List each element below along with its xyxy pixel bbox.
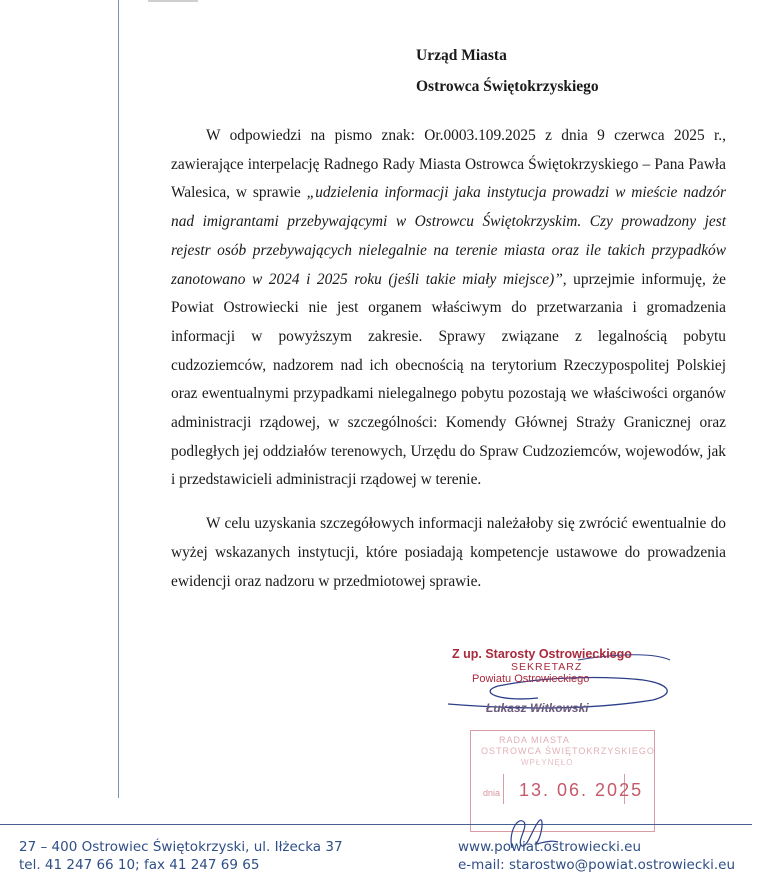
receipt-stamp-received: WPŁYNĘŁO	[521, 758, 574, 767]
footer-contact	[19, 838, 343, 874]
interpellation-quote: „udzielenia informacji jaka instytucja prowadzi w mieście nadzór nad imigrantami przebywającymi w Ostrowcu Świętokrzyskim. Czy prowadzony jest rejestr osób przebywających nielegalnie na terenie miasta oraz ile takich przypadków zanotowano w 2024 i 2025 roku (jeśli takie miały miejsce)”	[171, 184, 727, 288]
receipt-stamp-header: RADA MIASTA	[499, 735, 570, 745]
footer-rule	[0, 824, 752, 825]
paragraph-1-intro: W odpowiedzi na pismo znak: Or.0003.109.2025 z dnia 9 czerwca 2025 r., zawierające interpelację Radnego Rady Miasta Ostrowca Świętokrzyskiego – Pana Pawła Walesica, w sprawie	[171, 127, 726, 202]
footer-phone: tel. 41 247 66 10; fax 41 247 69 65	[19, 857, 260, 873]
paragraph-1-response: , uprzejmie informuję, że Powiat Ostrowiecki nie jest organem właściwym do przetwarzania i gromadzenia informacji w powyższym zakresie. Sprawy związane z legalnością pobytu cudzoziemców, nadzorem nad ich obecnością na terytorium Rzeczypospolitej Polskiej oraz ewentualnymi przypadkami nielegalnego pobytu pozostają we właściwości organów administracji rządowej, w szczególności: Komendy Głównej Straży Granicznej oraz podległych jej oddziałów terenowych, Urzędu do Spraw Cudzoziemców, wojewodów, jak i przedstawicieli administracji rządowej w terenie.	[171, 270, 727, 489]
receipt-stamp	[470, 730, 655, 832]
stamp-authority: Z up. Starosty Ostrowieckiego	[452, 647, 632, 661]
recipient-line-2: Ostrowca Świętokrzyskiego	[416, 78, 599, 95]
receipt-date-label: dnia	[483, 788, 501, 798]
top-rule	[148, 0, 198, 2]
footer-website: www.powiat.ostrowiecki.eu	[458, 839, 641, 855]
footer-address: 27 – 400 Ostrowiec Świętokrzyski, ul. Iłżecka 37	[19, 839, 343, 855]
footer-online	[458, 838, 735, 874]
recipient-block	[416, 40, 599, 102]
receipt-stamp-institution: OSTROWCA ŚWIĘTOKRZYSKIEGO	[481, 746, 655, 756]
signatory-name: Łukasz Witkowski	[486, 701, 589, 715]
signature-stamp	[438, 642, 678, 722]
stamp-office: Powiatu Ostrowieckiego	[472, 673, 590, 685]
letter-body	[171, 122, 726, 596]
stamp-title: SEKRETARZ	[511, 661, 583, 673]
recipient-line-1: Urząd Miasta	[416, 47, 507, 64]
footer-email: e-mail: starostwo@powiat.ostrowiecki.eu	[458, 857, 736, 873]
paragraph-2: W celu uzyskania szczegółowych informacji należałoby się zwrócić ewentualnie do wyżej wskazanych instytucji, które posiadają kompetencje ustawowe do prowadzenia ewidencji oraz nadzoru w przedmiotowej sprawie.	[171, 515, 726, 590]
receipt-date: 13. 06. 2025	[519, 780, 644, 800]
margin-line	[118, 0, 119, 798]
paragraph-1	[171, 122, 726, 495]
